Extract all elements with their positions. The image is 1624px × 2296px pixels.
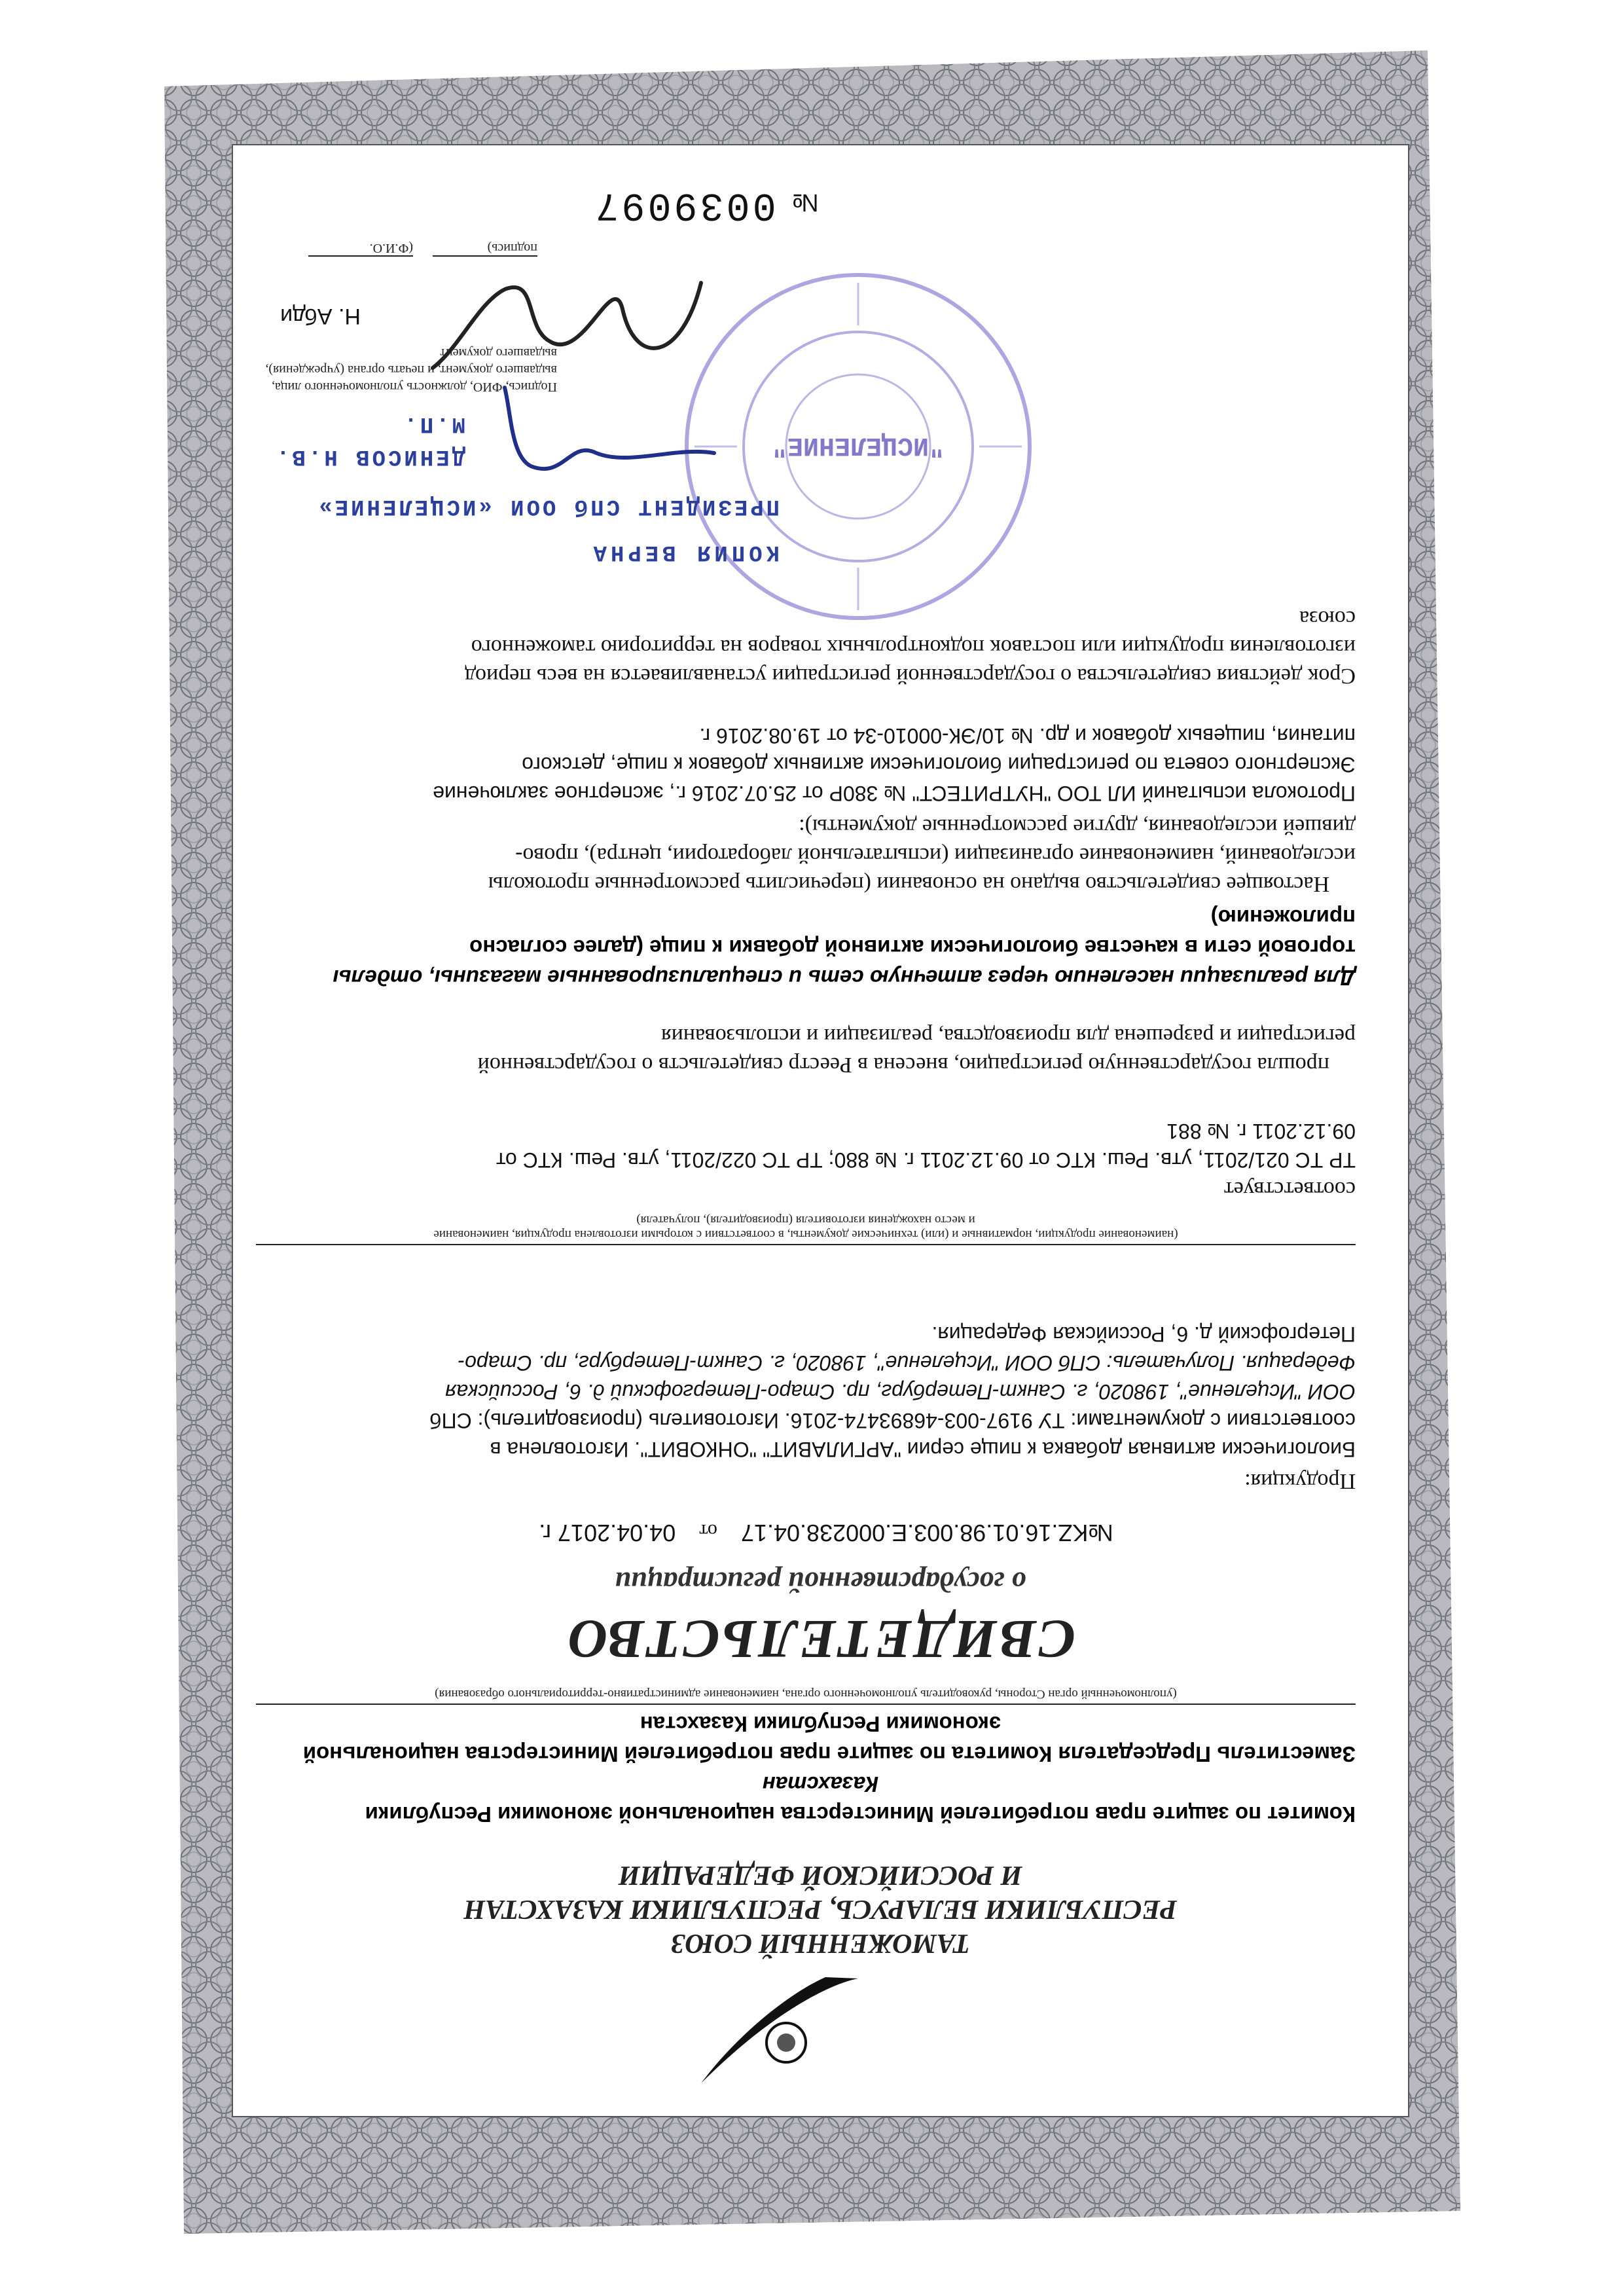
- authority-caption: (уполномоченный орган Стороны, руководитель уполномоченного органа, наименование административно-территориального образования): [256, 1686, 1356, 1705]
- usage-line-3: приложению): [1210, 905, 1356, 930]
- validity-line-2: изготовления продукции или поставок подконтрольных товаров на территорию таможенного: [471, 635, 1356, 659]
- conformity-line-1: ТР ТС 021/2011, утв. Реш. КТС от 09.12.2011 г. № 880; ТР ТС 022/2011, утв. Реш. КТС от: [496, 1148, 1356, 1172]
- registration-number-row: [393, 1519, 1113, 1546]
- round-seal-text: "ИСЦЕЛЕНИЕ": [771, 430, 945, 460]
- registered-line-2: регистрации и разрешена для производства, реализации и использования: [661, 1024, 1356, 1048]
- fio-caption: (Ф.И.О.: [308, 240, 413, 257]
- signature-caption-line2: выдавшего документ, и печать органа (учреждения),: [265, 363, 557, 377]
- product-line-3: ООИ "Исцеление", 198020, г. Санкт-Петербург, пр. Старо-Петергофский д. 6, Российская: [445, 1380, 1356, 1404]
- certificate-content: [233, 145, 1408, 2116]
- product-caption-line2: и место нахождения изготовителя (производителя), получателя): [636, 1213, 975, 1227]
- basis-line-3: дившей исследования, другие рассмотренные документы):: [799, 814, 1356, 839]
- registration-number: KZ.16.01.98.003.E.000238.04.17: [740, 1520, 1089, 1546]
- registration-number-prefix: №: [1088, 1520, 1113, 1546]
- union-title-line1: ТАМОЖЕННЫЙ СОЮЗ: [671, 1928, 970, 1958]
- validity-line-3: союза: [1299, 606, 1356, 630]
- serial-number-prefix: №: [789, 189, 819, 216]
- serial-number-row: [426, 182, 819, 230]
- registration-from-label: от: [699, 1520, 717, 1542]
- union-title-line3: И РОССИЙСКОЙ ФЕДЕРАЦИИ: [619, 1860, 1022, 1890]
- certificate-subtitle: о государственной регистрации: [615, 1566, 1026, 1598]
- authority-line1: Комитет по защите прав потребителей Министерства национальной экономики Республики: [365, 1802, 1356, 1827]
- basis-filled-line-1: Протокола испытаний ИЛ ТОО "НУТРИТЕСТ" № 380Р от 25.07.2016 г., экспертное заключение: [433, 782, 1356, 805]
- usage-line-2: торговой сети в качестве биологически активной добавки к пище (далее согласно: [469, 936, 1356, 960]
- certificate-title: СВИДЕТЕЛЬСТВО: [565, 1609, 1076, 1669]
- basis-line-1: Настоящее свидетельство выдано на основании (перечислить рассмотренные протоколы: [488, 872, 1329, 896]
- authority-line4: экономики Республики Казахстан: [640, 1712, 1001, 1736]
- basis-line-2: исследований, наименование организации (испытательной лаборатории, центра), прово-: [515, 843, 1356, 867]
- signature-caption-line1: Подпись, ФИО, должность уполномоченного лица,: [272, 380, 557, 394]
- serial-number: 0039097: [592, 182, 776, 227]
- product-line-5: Петергофский д. 6, Российская Федерация.: [931, 1322, 1356, 1346]
- copy-stamp-line2: ПРЕЗИДЕНТ СПб ООИ «ИСЦЕЛЕНИЕ»: [316, 494, 780, 519]
- basis-filled-line-2: Экспертного совета по регистрации биологически активных добавок к пище, детского: [522, 753, 1356, 776]
- signer-name: Н. Абди: [280, 304, 361, 329]
- product-line-4: Федерация. Получатель: СПб ООИ "Исцеление", 198020, г. Санкт-Петербург, пр. Старо-: [458, 1351, 1356, 1375]
- authority-line2: Казахстан: [762, 1772, 879, 1796]
- authorised-signature-icon: [420, 263, 721, 388]
- usage-line-1: Для реализации населению через аптечную сеть и специализированные магазины, отделы: [333, 966, 1356, 990]
- authority-line3: Заместитель Председателя Комитета по защите прав потребителей Министерства национальной: [302, 1742, 1356, 1766]
- union-title-line2: РЕСПУБЛИКИ БЕЛАРУСЬ, РЕСПУБЛИКИ КАЗАХСТАН: [463, 1894, 1178, 1924]
- copy-stamp-line4: М.П.: [401, 411, 465, 436]
- conformity-line-2: 09.12.2011 г. № 881: [1166, 1120, 1356, 1143]
- product-line-2: соответствии с документами: ТУ 9197-003-46893474-2016. Изготовитель (производитель): СПб: [429, 1409, 1356, 1432]
- basis-filled-line-3: питания, пищевых добавок и др. № 10/ЭК-00010-34 от 19.08.2016 г.: [699, 724, 1356, 748]
- registration-date: 04.04.2017 г.: [539, 1520, 676, 1546]
- product-label: Продукция:: [1244, 1469, 1356, 1493]
- copy-stamp-line1: КОПИЯ ВЕРНА: [589, 539, 780, 564]
- customs-union-emblem-icon: [695, 1972, 865, 2090]
- validity-line-1: Срок действия свидетельства о государственной регистрации устанавливается на весь период: [464, 664, 1356, 688]
- conformity-label: соответствует: [1223, 1177, 1356, 1201]
- product-line-1: Биологически активная добавка к пище серии "АРГИЛАВИТ" "ОНКОВИТ". Изготовлена в: [490, 1438, 1356, 1461]
- sign-caption: подпись): [433, 240, 537, 257]
- signature-caption-line3: выдавшего документ: [440, 346, 557, 360]
- product-caption-line1: (наименование продукции, нормативные и (или) технические документы, в соответствии с которыми изготовлена продукция, наименование: [256, 1227, 1356, 1245]
- copy-stamp-line3: ДЕНИСОВ Н.В.: [274, 444, 465, 469]
- registered-line-1: прошла государственную регистрацию, внесена в Реестр свидетельств о государственной: [477, 1053, 1329, 1077]
